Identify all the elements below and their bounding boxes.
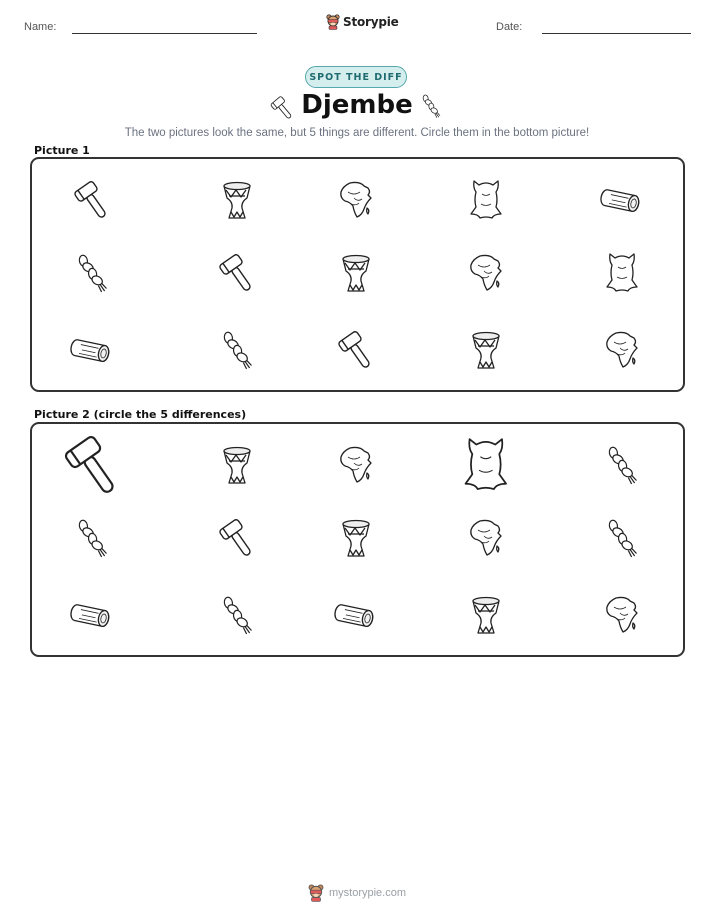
brand-logo	[326, 14, 399, 30]
rope-icon[interactable]	[594, 437, 650, 493]
date-line[interactable]	[542, 33, 691, 34]
picture-1-label: Picture 1	[34, 144, 90, 157]
animal-hide-icon[interactable]	[448, 427, 524, 503]
mallet-icon	[64, 172, 120, 228]
bear-mascot-icon	[326, 14, 340, 30]
mallet-icon[interactable]	[49, 422, 136, 509]
africa-map-icon[interactable]	[458, 510, 514, 566]
africa-map-icon[interactable]	[328, 437, 384, 493]
instructions: The two pictures look the same, but 5 things are different. Circle them in the bottom picture!	[124, 127, 590, 139]
africa-map-icon	[594, 322, 650, 378]
djembe-drum-icon	[328, 245, 384, 301]
rope-icon	[209, 322, 265, 378]
djembe-drum-icon[interactable]	[458, 587, 514, 643]
date-label: Date:	[496, 21, 523, 33]
picture-2-label: Picture 2 (circle the 5 differences)	[34, 408, 247, 421]
footer	[0, 884, 714, 902]
title-rope-icon	[415, 90, 447, 127]
djembe-drum-icon[interactable]	[209, 437, 265, 493]
name-label: Name:	[24, 21, 57, 33]
africa-map-icon	[328, 172, 384, 228]
rope-icon[interactable]	[594, 510, 650, 566]
rope-icon	[64, 245, 120, 301]
mallet-icon	[328, 322, 384, 378]
wood-log-icon[interactable]	[328, 587, 384, 643]
page-title: Djembe	[301, 90, 413, 120]
rope-icon[interactable]	[209, 587, 265, 643]
name-line[interactable]	[72, 33, 257, 34]
djembe-drum-icon	[458, 322, 514, 378]
mallet-icon[interactable]	[209, 510, 265, 566]
spot-the-diff-badge: SPOT THE DIFF	[305, 66, 407, 88]
africa-map-icon[interactable]	[594, 587, 650, 643]
djembe-drum-icon	[209, 172, 265, 228]
mallet-icon	[209, 245, 265, 301]
wood-log-icon[interactable]	[64, 587, 120, 643]
brand-name: Storypie	[343, 15, 399, 29]
bear-mascot-icon	[308, 884, 324, 902]
africa-map-icon	[458, 245, 514, 301]
footer-text[interactable]: mystorypie.com	[328, 887, 407, 899]
wood-log-icon	[594, 172, 650, 228]
rope-icon[interactable]	[64, 510, 120, 566]
animal-hide-icon	[458, 172, 514, 228]
animal-hide-icon	[594, 245, 650, 301]
wood-log-icon	[64, 322, 120, 378]
djembe-drum-icon[interactable]	[328, 510, 384, 566]
